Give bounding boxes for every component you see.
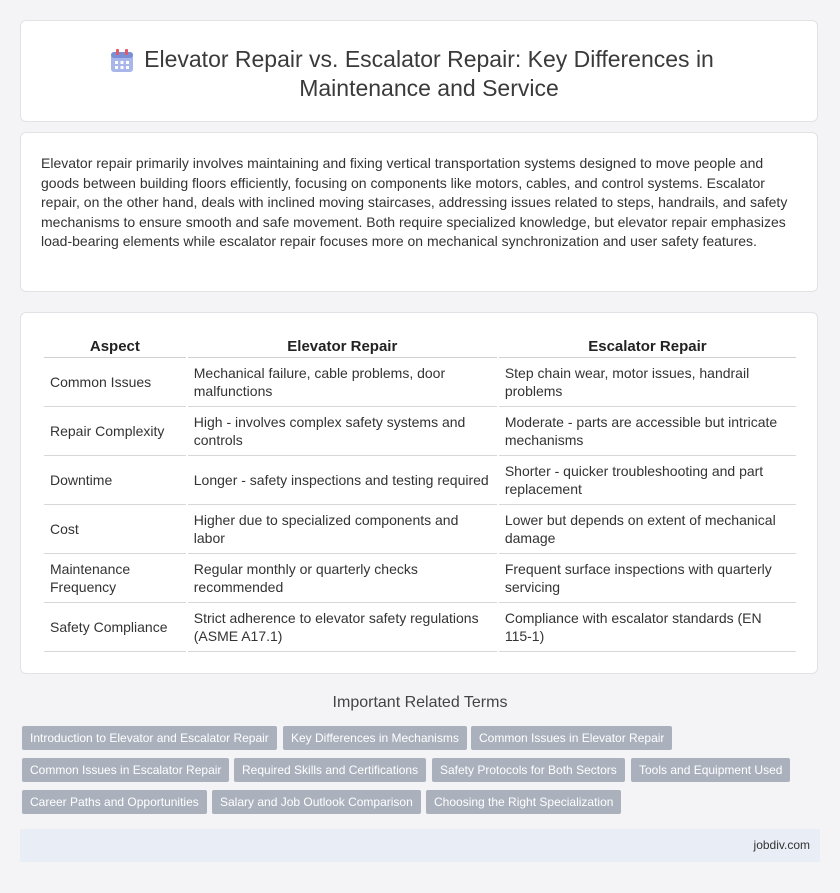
row-escalator: Moderate - parts are accessible but intricate mechanisms <box>499 407 796 456</box>
row-escalator: Frequent surface inspections with quarterly servicing <box>499 554 796 603</box>
header-card <box>20 20 818 122</box>
row-escalator: Shorter - quicker troubleshooting and part replacement <box>499 456 796 505</box>
row-escalator: Step chain wear, motor issues, handrail problems <box>499 358 796 407</box>
table-header-row <box>44 333 796 358</box>
table-row <box>44 505 796 554</box>
footer-site[interactable]: jobdiv.com <box>753 838 810 852</box>
related-tag[interactable]: Choosing the Right Specialization <box>426 790 621 814</box>
row-escalator: Compliance with escalator standards (EN 115-1) <box>499 603 796 652</box>
footer <box>20 829 820 862</box>
related-terms-title: Important Related Terms <box>332 694 508 711</box>
row-aspect: Downtime <box>44 456 186 505</box>
comparison-table-card <box>20 312 818 674</box>
row-escalator: Lower but depends on extent of mechanical damage <box>499 505 796 554</box>
intro-card <box>20 132 818 292</box>
related-tag[interactable]: Common Issues in Elevator Repair <box>471 726 672 750</box>
related-tag[interactable]: Career Paths and Opportunities <box>22 790 207 814</box>
header-escalator: Escalator Repair <box>499 333 796 358</box>
row-aspect: Repair Complexity <box>44 407 186 456</box>
related-tag[interactable]: Tools and Equipment Used <box>631 758 790 782</box>
header-aspect: Aspect <box>44 333 186 358</box>
table-row <box>44 407 796 456</box>
row-elevator: Strict adherence to elevator safety regulations (ASME A17.1) <box>188 603 497 652</box>
related-tag[interactable]: Introduction to Elevator and Escalator Repair <box>22 726 277 750</box>
row-aspect: Common Issues <box>44 358 186 407</box>
row-aspect: Safety Compliance <box>44 603 186 652</box>
table-row <box>44 554 796 603</box>
related-tag[interactable]: Salary and Job Outlook Comparison <box>212 790 421 814</box>
row-elevator: Higher due to specialized components and labor <box>188 505 497 554</box>
related-tag[interactable]: Common Issues in Escalator Repair <box>22 758 229 782</box>
related-tag[interactable]: Required Skills and Certifications <box>234 758 426 782</box>
intro-text: Elevator repair primarily involves maintaining and fixing vertical transportation systems designed to move people and goods between building floors efficiently, focusing on components like motors, cables, and control systems. Escalator repair, on the other hand, deals with inclined moving staircases, addressing issues related to steps, handrails, and safety mechanisms to ensure smooth and safe movement. Both require specialized knowledge, but elevator repair emphasizes load-bearing elements while escalator repair focuses more on mechanical synchronization and user safety features. <box>41 155 788 249</box>
page-title: Elevator Repair vs. Escalator Repair: Key Differences in Maintenance and Service <box>144 46 714 101</box>
row-aspect: Cost <box>44 505 186 554</box>
table-row <box>44 456 796 505</box>
row-elevator: High - involves complex safety systems and controls <box>188 407 497 456</box>
row-elevator: Mechanical failure, cable problems, door malfunctions <box>188 358 497 407</box>
header-elevator: Elevator Repair <box>188 333 497 358</box>
related-tag[interactable]: Safety Protocols for Both Sectors <box>432 758 625 782</box>
row-elevator: Regular monthly or quarterly checks recommended <box>188 554 497 603</box>
row-aspect: Maintenance Frequency <box>44 554 186 603</box>
table-row <box>44 358 796 407</box>
table-row <box>44 603 796 652</box>
comparison-table <box>42 333 798 652</box>
row-elevator: Longer - safety inspections and testing required <box>188 456 497 505</box>
related-tag[interactable]: Key Differences in Mechanisms <box>283 726 467 750</box>
